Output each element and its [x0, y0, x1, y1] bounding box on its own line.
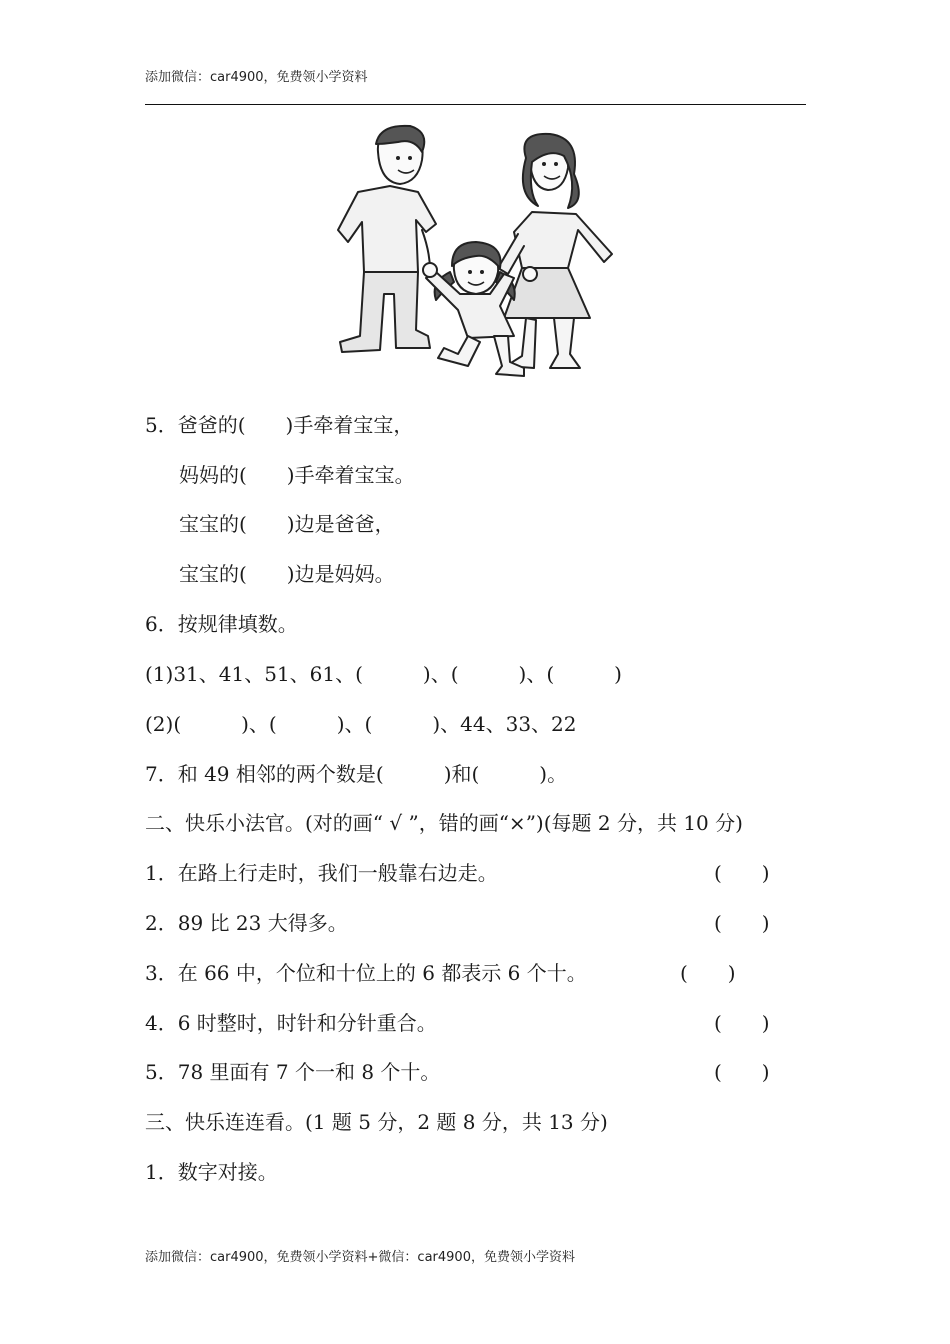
judge-item-3: 3．在 66 中，个位和十位上的 6 都表示 6 个十。 [145, 961, 587, 985]
section-2-title: 二、快乐小法官。(对的画“ √ ”，错的画“×”)(每题 2 分，共 10 分) [145, 811, 743, 835]
judge-answer-blank-3: ( ) [680, 961, 736, 985]
q6-part-1: (1)31、41、51、61、( )、( )、( ) [145, 662, 622, 686]
q6-part-2: (2)( )、( )、( )、44、33、22 [145, 712, 577, 736]
judge-answer-blank-4: ( ) [714, 1011, 770, 1035]
judge-answer-blank-2: ( ) [714, 911, 770, 935]
family-holding-hands-illustration [318, 122, 638, 384]
q7-text: 7．和 49 相邻的两个数是( )和( )。 [145, 762, 568, 786]
judge-answer-blank-1: ( ) [714, 861, 770, 885]
judge-answer-blank-5: ( ) [714, 1060, 770, 1084]
judge-item-2: 2．89 比 23 大得多。 [145, 911, 348, 935]
header-divider [145, 104, 806, 105]
judge-item-4: 4．6 时整时，时针和分针重合。 [145, 1011, 437, 1035]
judge-item-1: 1．在路上行走时，我们一般靠右边走。 [145, 861, 498, 885]
judge-item-5: 5．78 里面有 7 个一和 8 个十。 [145, 1060, 441, 1084]
q5-line-2: 妈妈的( )手牵着宝宝。 [179, 463, 415, 487]
q5-line-4: 宝宝的( )边是妈妈。 [179, 562, 395, 586]
page-header: 添加微信：car4900，免费领小学资料 [145, 70, 368, 85]
q6-title: 6．按规律填数。 [145, 612, 298, 636]
section-3-q1: 1．数字对接。 [145, 1160, 278, 1184]
q5-line-3: 宝宝的( )边是爸爸， [179, 512, 395, 536]
section-3-title: 三、快乐连连看。(1 题 5 分，2 题 8 分，共 13 分) [145, 1110, 608, 1134]
q5-line-1: 5．爸爸的( )手牵着宝宝， [145, 413, 414, 437]
page-footer: 添加微信：car4900，免费领小学资料+微信：car4900，免费领小学资料 [145, 1250, 575, 1265]
